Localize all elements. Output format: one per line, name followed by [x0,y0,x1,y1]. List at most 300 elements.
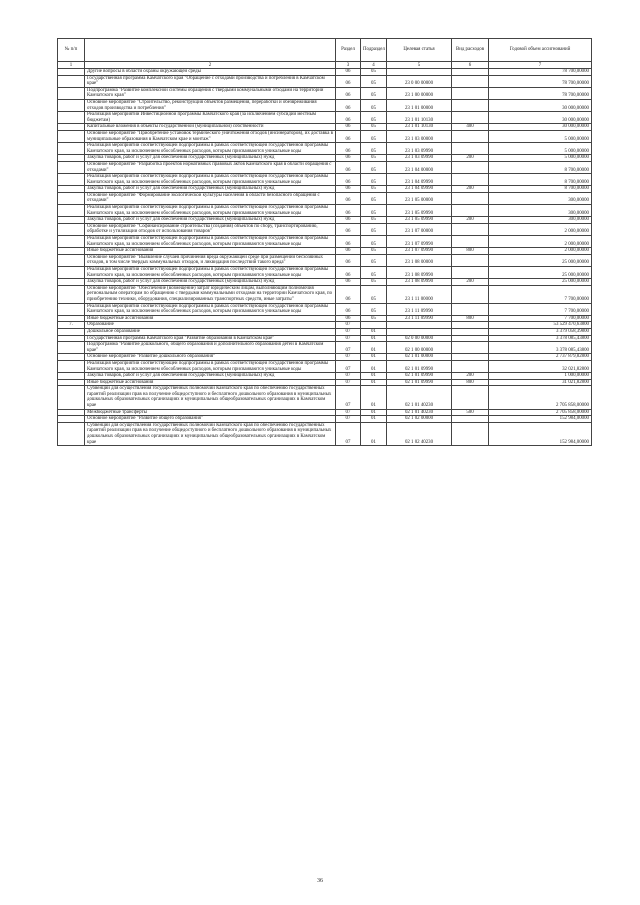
row-expense-type [452,335,489,342]
row-subsection: 05 [361,186,387,193]
row-section: 07 [336,360,361,372]
row-subsection: 05 [361,69,387,76]
row-expense-type: 200 [452,279,489,286]
row-expense-type [452,285,489,303]
row-section: 06 [336,248,361,255]
row-target: 23 1 00 00000 [387,87,452,99]
row-number [58,236,85,248]
table-row [58,354,592,361]
row-name: Реализация мероприятий соответствующей подпрограммы в рамках соответствующей государственной программы Камчатского края, за исключением обособленных расходов, которым присваиваются уникальные коды [85,205,336,217]
row-section: 06 [336,236,361,248]
row-target: 23 1 04 09990 [387,174,452,186]
row-amount: 3 378 085,43800 [489,342,592,354]
row-name: Реализация мероприятий Инвестиционной программы Камчатского края (за исключением субсидий местным бюджетам) [85,112,336,124]
row-amount: 300,00000 [489,217,592,224]
table-row [58,267,592,279]
row-number [58,130,85,142]
table-row [58,322,592,329]
row-section: 06 [336,69,361,76]
row-number [58,416,85,423]
row-section: 07 [336,422,361,445]
row-target [387,69,452,76]
row-target: 02 1 01 09990 [387,379,452,386]
row-expense-type [452,161,489,173]
row-name: Реализация мероприятий соответствующей подпрограммы в рамках соответствующей государственной программы Камчатского края, за исключением обособленных расходов, которым присваиваются уникальные коды [85,174,336,186]
row-expense-type [452,112,489,124]
row-amount: 7 700,00000 [489,285,592,303]
row-expense-type [452,254,489,266]
row-number [58,279,85,286]
row-number [58,217,85,224]
row-section: 07 [336,335,361,342]
row-expense-type [452,223,489,235]
row-name: Закупка товаров, работ и услуг для обеспечения государственных (муниципальных) нужд [85,373,336,380]
row-section: 06 [336,205,361,217]
row-name: Основное мероприятие "Выявление случаев причинения вреда окружающей среде при размещении бесхозяйных отходов, в том числе твердых коммунальных отходов, и ликвидация последствий такого вреда" [85,254,336,266]
row-expense-type [452,360,489,372]
row-target: 23 1 03 09990 [387,143,452,155]
row-target: 23 0 00 00000 [387,75,452,87]
row-amount: 30 000,00000 [489,99,592,111]
row-name: Подпрограмма "Развитие дошкольного, общего образования и дополнительного образования детей в Камчатском крае" [85,342,336,354]
row-name: Государственная программа Камчатского края "Развитие образования в Камчатском крае" [85,335,336,342]
row-subsection: 05 [361,248,387,255]
row-number [58,254,85,266]
row-amount: 5 000,00000 [489,143,592,155]
table-row [58,99,592,111]
row-target [387,322,452,329]
table-row [58,217,592,224]
row-number [58,373,85,380]
row-number [58,174,85,186]
row-amount: 300,00000 [489,192,592,204]
row-amount: 25 000,00000 [489,267,592,279]
column-numbers-row [58,62,592,69]
table-row [58,112,592,124]
row-section: 06 [336,112,361,124]
row-subsection: 05 [361,99,387,111]
row-target: 23 1 07 09990 [387,248,452,255]
row-amount: 30 000,00000 [489,112,592,124]
row-number [58,409,85,416]
row-subsection [361,322,387,329]
row-subsection: 01 [361,386,387,409]
row-subsection: 05 [361,155,387,162]
row-number [58,386,85,409]
row-target: 23 1 01 00000 [387,99,452,111]
row-number [58,75,85,87]
row-subsection: 05 [361,285,387,303]
row-section: 06 [336,267,361,279]
row-name: Иные бюджетные ассигнования [85,315,336,322]
row-subsection: 01 [361,328,387,335]
row-number [58,335,85,342]
row-number [58,161,85,173]
row-section: 07 [336,416,361,423]
row-expense-type [452,386,489,409]
table-row [58,422,592,445]
row-name: Основное мероприятие "Строительство, реконструкция объектов размещения, переработки и обезвреживания отходов производства и потребления" [85,99,336,111]
row-amount: 5 000,00000 [489,155,592,162]
row-amount: 3 378 085,43800 [489,335,592,342]
header-section: Раздел [336,39,361,62]
row-name: Основное мероприятие "Приобретение установок термического уничтожения отходов (инсинераторов), их доставка в муниципальные образования в Камчатском крае и монтаж" [85,130,336,142]
table-row [58,279,592,286]
row-expense-type [452,354,489,361]
row-expense-type [452,69,489,76]
row-amount: 25 000,00000 [489,254,592,266]
row-subsection: 05 [361,315,387,322]
row-section: 06 [336,99,361,111]
row-name: Реализация мероприятий соответствующей подпрограммы в рамках соответствующей государственной программы Камчатского края, за исключением обособленных расходов, которым присваиваются уникальные коды [85,360,336,372]
row-section: 07 [336,386,361,409]
row-subsection: 01 [361,373,387,380]
column-number: 1 [58,62,85,69]
table-row [58,143,592,155]
row-expense-type: 200 [452,186,489,193]
row-name: Реализация мероприятий соответствующей подпрограммы в рамках соответствующей государственной программы Камчатского края, за исключением обособленных расходов, которым присваиваются уникальные коды [85,143,336,155]
row-subsection: 01 [361,354,387,361]
row-section: 07 [336,328,361,335]
row-name: Государственная программа Камчатского края "Обращение с отходами производства и потребления в Камчатском крае" [85,75,336,87]
row-number [58,69,85,76]
row-expense-type [452,143,489,155]
row-subsection: 05 [361,161,387,173]
row-target: 23 1 01 10130 [387,112,452,124]
row-expense-type: 800 [452,315,489,322]
table-header [58,39,592,62]
row-expense-type [452,205,489,217]
row-target: 23 1 08 09990 [387,267,452,279]
row-subsection: 05 [361,75,387,87]
row-expense-type: 200 [452,155,489,162]
row-target: 02 1 01 40230 [387,386,452,409]
row-name: Закупка товаров, работ и услуг для обеспечения государственных (муниципальных) нужд [85,155,336,162]
row-target: 23 1 03 00000 [387,130,452,142]
row-amount: 2 705 858,00000 [489,409,592,416]
row-target: 02 1 02 00000 [387,416,452,423]
row-number [58,379,85,386]
row-section: 07 [336,373,361,380]
row-amount: 78 700,00000 [489,75,592,87]
row-amount: 78 700,00000 [489,87,592,99]
table-row [58,328,592,335]
row-section: 06 [336,87,361,99]
row-expense-type: 200 [452,217,489,224]
row-amount: 1 000,00000 [489,373,592,380]
row-target: 02 1 00 00000 [387,342,452,354]
row-expense-type [452,416,489,423]
column-number: 3 [336,62,361,69]
table-row [58,161,592,173]
table-row [58,248,592,255]
row-target: 02 1 01 09990 [387,360,452,372]
row-amount: 7 700,00000 [489,303,592,315]
row-section: 06 [336,186,361,193]
row-subsection: 05 [361,223,387,235]
row-number [58,99,85,111]
table-row [58,409,592,416]
row-section: 07 [336,322,361,329]
row-target: 23 1 04 00000 [387,161,452,173]
row-target: 23 1 05 09990 [387,217,452,224]
row-number [58,342,85,354]
row-number [58,267,85,279]
header-amount: Годовой объем ассигнований [489,39,592,62]
row-name: Основное мероприятие "Софинансирование строительства (создания) объектов по сбору, транспортированию, обработке и утилизации отходов от использования товаров" [85,223,336,235]
row-name: Субвенции для осуществления государственных полномочий Камчатского края по обеспечению государственных гарантий реализации прав на получение общедоступного и бесплатного дошкольного образования в муниципальных дошкольных образовательных организациях и муниципальных общеобразовательных организациях в Камчатском крае [85,386,336,409]
row-target: 23 1 08 09990 [387,279,452,286]
table-row [58,386,592,409]
row-expense-type: 500 [452,409,489,416]
row-name: Субвенции для осуществления государственных полномочий Камчатского края по обеспечению государственных гарантий реализации прав на получение общедоступного и бесплатного дошкольного образования в муниципальных дошкольных образовательных организациях и муниципальных общеобразовательных организациях в Камчатском крае [85,422,336,445]
column-number: 2 [85,62,336,69]
row-number [58,186,85,193]
header-name [85,39,336,62]
row-name: Реализация мероприятий соответствующей подпрограммы в рамках соответствующей государственной программы Камчатского края, за исключением обособленных расходов, которым присваиваются уникальные коды [85,236,336,248]
row-subsection: 01 [361,360,387,372]
row-target: 02 0 00 00000 [387,335,452,342]
row-subsection: 05 [361,192,387,204]
table-row [58,254,592,266]
table-row [58,416,592,423]
row-name: Иные бюджетные ассигнования [85,379,336,386]
row-number [58,303,85,315]
table-row [58,360,592,372]
table-row [58,130,592,142]
row-amount: 7 700,00000 [489,315,592,322]
row-amount: 2 000,00000 [489,223,592,235]
row-expense-type [452,328,489,335]
row-number [58,155,85,162]
table-row [58,155,592,162]
row-expense-type [452,174,489,186]
row-section: 07 [336,354,361,361]
row-section: 06 [336,223,361,235]
table-row [58,285,592,303]
row-name: Закупка товаров, работ и услуг для обеспечения государственных (муниципальных) нужд [85,217,336,224]
row-expense-type: 800 [452,248,489,255]
column-number: 4 [361,62,387,69]
table-row [58,192,592,204]
row-target: 02 1 01 40230 [387,409,452,416]
table-row [58,236,592,248]
row-number [58,192,85,204]
row-subsection: 01 [361,379,387,386]
row-expense-type [452,422,489,445]
header-expense-type: Вид расходов [452,39,489,62]
table-row [58,342,592,354]
row-name: Межбюджетные трансферты [85,409,336,416]
row-name: Основное мероприятие "Формирование экологической культуры населения в области безопасного обращения с отходами" [85,192,336,204]
row-expense-type [452,342,489,354]
table-row [58,186,592,193]
row-subsection: 05 [361,267,387,279]
row-target: 23 1 01 10130 [387,124,452,131]
row-section: 06 [336,155,361,162]
row-number [58,360,85,372]
row-subsection: 05 [361,279,387,286]
row-name: Другие вопросы в области охраны окружающей среды [85,69,336,76]
row-target: 23 1 05 09990 [387,205,452,217]
row-subsection: 05 [361,205,387,217]
table-row [58,315,592,322]
row-target: 02 1 01 09990 [387,373,452,380]
table-row [58,124,592,131]
row-amount: 31 021,82800 [489,379,592,386]
row-number [58,354,85,361]
row-section: 07 [336,409,361,416]
row-amount: 5 000,00000 [489,130,592,142]
row-name: Основное мероприятие "Развитие дошкольного образования" [85,354,336,361]
row-expense-type [452,267,489,279]
row-subsection: 05 [361,303,387,315]
row-section: 06 [336,315,361,322]
page-number: 36 [317,878,323,884]
row-target: 02 1 01 00000 [387,354,452,361]
row-amount: 30 000,00000 [489,124,592,131]
row-amount: 8 700,00000 [489,186,592,193]
row-number [58,422,85,445]
row-amount: 2 737 879,82800 [489,354,592,361]
row-target: 02 1 02 40230 [387,422,452,445]
column-number: 6 [452,62,489,69]
header-subsection: Подраздел [361,39,387,62]
row-expense-type [452,303,489,315]
row-name: Дошкольное образование [85,328,336,335]
budget-table [57,38,592,446]
row-subsection: 05 [361,124,387,131]
row-expense-type: 400 [452,124,489,131]
row-number [58,285,85,303]
row-number [58,223,85,235]
table-row [58,205,592,217]
row-number [58,112,85,124]
row-subsection: 05 [361,217,387,224]
row-amount: 3 379 058,39800 [489,328,592,335]
row-number [58,315,85,322]
header-target: Целевая статья [387,39,452,62]
row-expense-type [452,75,489,87]
column-number: 5 [387,62,452,69]
row-number: 7. [58,322,85,329]
row-section: 06 [336,174,361,186]
row-name: Капитальные вложения в объекты государственной (муниципальной) собственности [85,124,336,131]
table-row [58,75,592,87]
column-number: 7 [489,62,592,69]
table-row [58,87,592,99]
row-subsection: 01 [361,409,387,416]
row-subsection: 05 [361,236,387,248]
row-section: 06 [336,254,361,266]
row-expense-type [452,192,489,204]
row-amount: 2 000,00000 [489,248,592,255]
row-number [58,87,85,99]
table-row [58,335,592,342]
row-target: 23 1 07 09990 [387,236,452,248]
row-subsection: 01 [361,335,387,342]
row-amount: 300,00000 [489,205,592,217]
row-name: Подпрограмма "Развитие комплексной системы обращения с твердыми коммунальными отходами на территории Камчатского края" [85,87,336,99]
row-section: 06 [336,217,361,224]
row-number [58,328,85,335]
row-subsection: 05 [361,87,387,99]
row-amount: 152 984,00000 [489,416,592,423]
row-target: 23 1 05 00000 [387,192,452,204]
row-name: Образование [85,322,336,329]
table-body [58,69,592,446]
row-amount: 152 984,00000 [489,422,592,445]
row-section: 06 [336,285,361,303]
row-number [58,205,85,217]
row-target: 23 1 11 00000 [387,285,452,303]
table-row [58,174,592,186]
row-target: 23 1 11 09990 [387,315,452,322]
row-section: 06 [336,124,361,131]
row-name: Основное мероприятие "Развитие общего образования" [85,416,336,423]
row-section: 07 [336,379,361,386]
row-expense-type [452,236,489,248]
row-amount: 32 021,82800 [489,360,592,372]
table-row [58,303,592,315]
row-section: 06 [336,279,361,286]
row-section: 06 [336,161,361,173]
row-section: 06 [336,143,361,155]
row-section: 06 [336,303,361,315]
row-amount: 8 700,00000 [489,161,592,173]
row-name: Реализация мероприятий соответствующей подпрограммы в рамках соответствующей государственной программы Камчатского края, за исключением обособленных расходов, которым присваиваются уникальные коды [85,303,336,315]
row-target: 23 1 03 09990 [387,155,452,162]
row-subsection: 01 [361,422,387,445]
row-number [58,124,85,131]
row-expense-type: 800 [452,379,489,386]
row-amount: 25 000,00000 [489,279,592,286]
row-target [387,328,452,335]
table-row [58,69,592,76]
row-subsection: 05 [361,130,387,142]
row-target: 23 1 11 09990 [387,303,452,315]
row-expense-type: 200 [452,373,489,380]
row-subsection: 05 [361,174,387,186]
row-subsection: 05 [361,112,387,124]
row-name: Закупка товаров, работ и услуг для обеспечения государственных (муниципальных) нужд [85,279,336,286]
row-amount: 53 529 470,63800 [489,322,592,329]
row-expense-type [452,99,489,111]
row-section: 06 [336,75,361,87]
row-subsection: 01 [361,342,387,354]
table-row [58,379,592,386]
row-name: Основное мероприятие "Обеспечение (возмещение) затрат юридическим лицам, выполняющим полномочия региональным операторам по обращению с твердыми коммунальными отходами на территории Камчатского края, по приобретению техники, оборудования, специализированных транспортных средств, иные затраты" [85,285,336,303]
row-section: 06 [336,130,361,142]
row-name: Иные бюджетные ассигнования [85,248,336,255]
row-section: 07 [336,342,361,354]
row-name: Закупка товаров, работ и услуг для обеспечения государственных (муниципальных) нужд [85,186,336,193]
row-expense-type [452,130,489,142]
row-target: 23 1 08 00000 [387,254,452,266]
row-expense-type [452,322,489,329]
row-section: 06 [336,192,361,204]
row-name: Реализация мероприятий соответствующей подпрограммы в рамках соответствующей государственной программы Камчатского края, за исключением обособленных расходов, которым присваиваются уникальные коды [85,267,336,279]
row-target: 23 1 04 09990 [387,186,452,193]
row-number [58,248,85,255]
row-name: Основное мероприятие "Разработка проектов нормативных правовых актов Камчатского края в области обращения с отходами" [85,161,336,173]
row-expense-type [452,87,489,99]
table-row [58,223,592,235]
row-subsection: 05 [361,254,387,266]
header-num: № п/п [58,39,85,62]
row-amount: 2 705 858,00000 [489,386,592,409]
row-target: 23 1 07 00000 [387,223,452,235]
